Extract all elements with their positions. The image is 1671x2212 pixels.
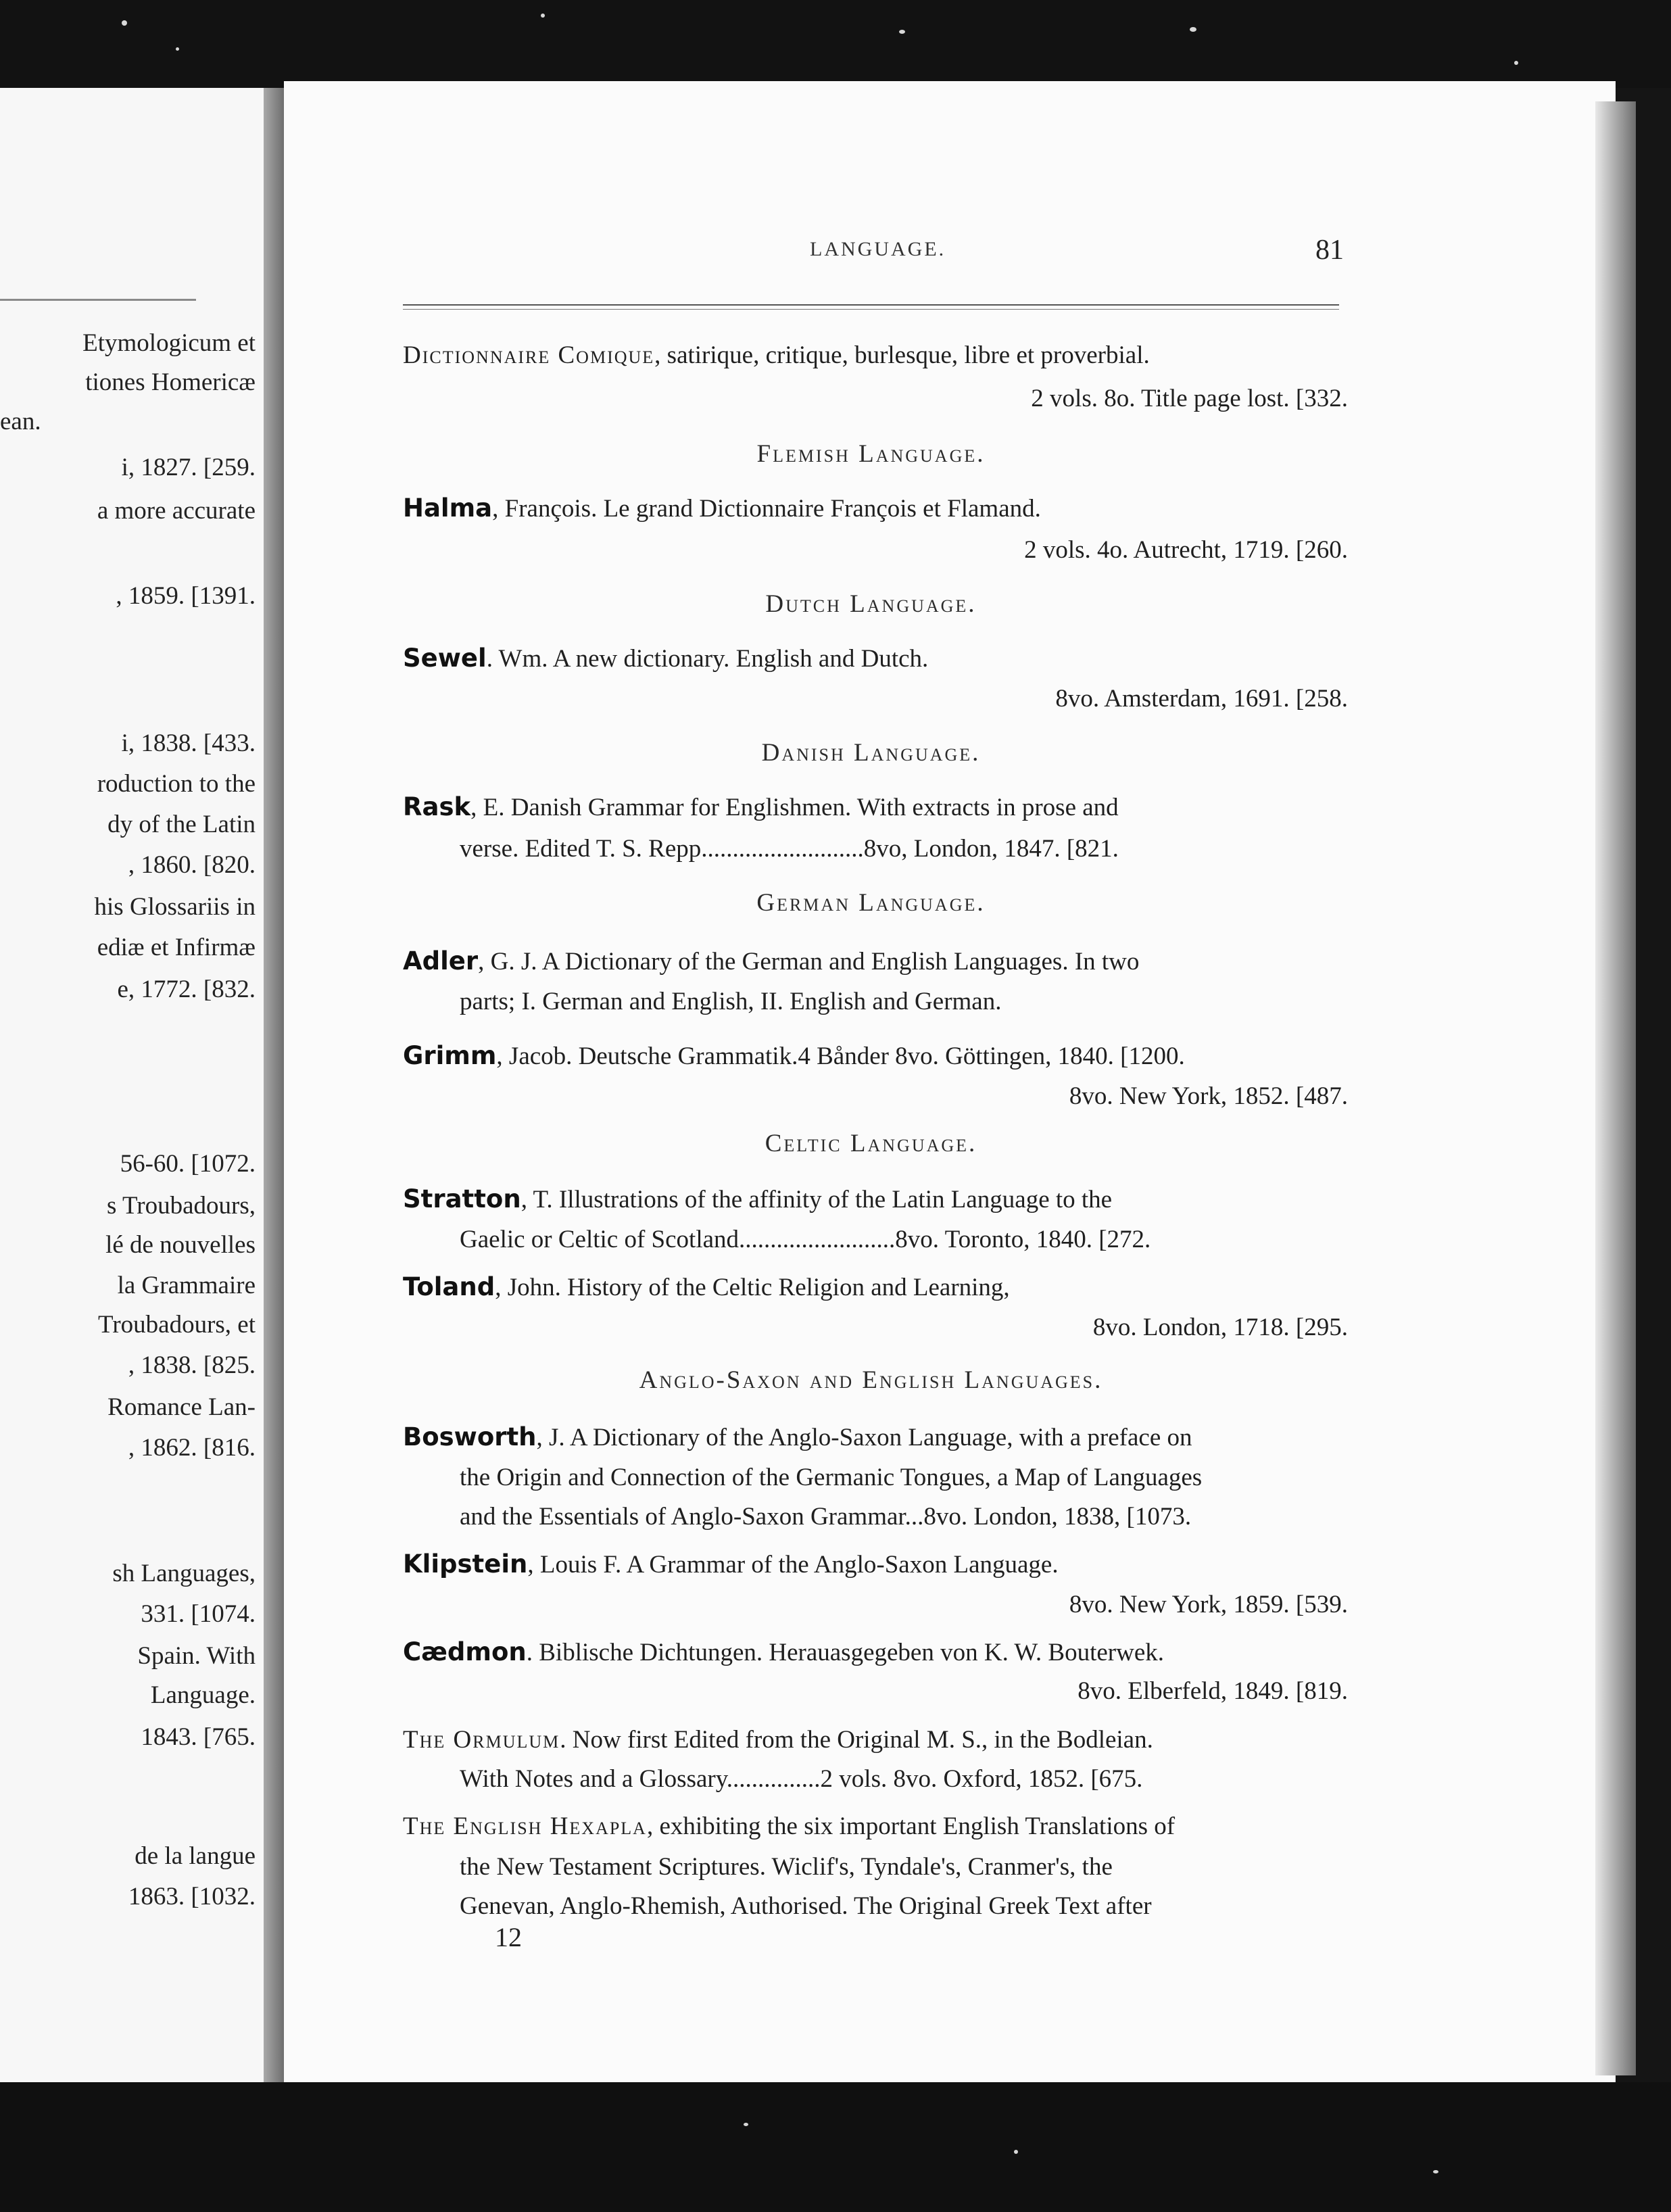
left-line: roduction to the: [97, 770, 256, 798]
left-line: 1843. [765.: [141, 1723, 256, 1751]
entry-bosworth: [403, 1422, 1192, 1452]
entry-author: Cædmon: [403, 1637, 527, 1666]
section-heading: Flemish Language.: [756, 440, 986, 468]
entry-text: , Louis F. A Grammar of the Anglo-Saxon Language.: [527, 1551, 1059, 1579]
left-line: Language.: [150, 1681, 256, 1709]
left-line: sh Languages,: [112, 1560, 256, 1587]
entry-text-cont: Genevan, Anglo-Rhemish, Authorised. The Original Greek Text after: [460, 1892, 1152, 1920]
entry-title: The English Hexapla: [403, 1812, 647, 1840]
facing-page-left: [0, 88, 264, 2082]
left-line: , 1862. [816.: [128, 1434, 256, 1462]
entry-adler: [403, 946, 1139, 976]
entry-sewel: [403, 644, 928, 673]
entry-text: , E. Danish Grammar for Englishmen. With extracts in prose and: [470, 794, 1119, 821]
left-line: , 1859. [1391.: [116, 582, 256, 610]
section-heading: Danish Language.: [761, 739, 981, 767]
section-heading: Anglo-Saxon and English Languages.: [639, 1366, 1103, 1394]
left-line: i, 1827. [259.: [121, 454, 256, 481]
left-line: s Troubadours,: [107, 1192, 256, 1220]
left-line: ean.: [0, 408, 41, 435]
entry-detail: 2 vols. 8o. Title page lost. [332.: [1031, 385, 1348, 412]
section-heading: German Language.: [756, 889, 986, 917]
left-line: Etymologicum et: [82, 329, 256, 357]
left-line: la Grammaire: [117, 1272, 256, 1299]
entry-halma: [403, 494, 1041, 523]
entry-author: Sewel: [403, 644, 487, 673]
entry-author: Stratton: [403, 1184, 521, 1213]
entry-detail: 8vo. New York, 1852. [487.: [1069, 1082, 1348, 1110]
entry-detail: 8vo. London, 1718. [295.: [1092, 1314, 1348, 1341]
left-line: Romance Lan-: [107, 1393, 256, 1421]
running-head: LANGUAGE.: [810, 238, 946, 260]
entry-toland: [403, 1272, 1010, 1302]
entry-rask: [403, 792, 1119, 822]
page-edge-shadow: [1595, 101, 1636, 2075]
left-line: , 1860. [820.: [128, 851, 256, 879]
entry-grimm: [403, 1041, 1185, 1071]
left-line: ediæ et Infirmæ: [97, 934, 256, 961]
scan-border-top: [0, 0, 1671, 88]
entry-text: , satirique, critique, burlesque, libre et proverbial.: [654, 341, 1150, 369]
left-line: lé de nouvelles: [105, 1231, 256, 1259]
entry-hexapla: [403, 1812, 1175, 1841]
head-rule: [403, 304, 1339, 310]
entry-text: , John. History of the Celtic Religion and Learning,: [495, 1274, 1010, 1301]
entry-text: , J. A Dictionary of the Anglo-Saxon Language, with a preface on: [536, 1424, 1192, 1451]
entry-text: , François. Le grand Dictionnaire François et Flamand.: [492, 495, 1041, 523]
left-line: tiones Homericæ: [85, 368, 256, 396]
entry-author: Bosworth: [403, 1422, 537, 1451]
left-line: Troubadours, et: [98, 1311, 256, 1339]
section-heading: Celtic Language.: [765, 1130, 977, 1157]
left-line: e, 1772. [832.: [117, 976, 256, 1003]
entry-text-cont: parts; I. German and English, II. English and German.: [460, 988, 1002, 1015]
entry-author: Grimm: [403, 1041, 497, 1070]
entry-stratton: [403, 1184, 1112, 1214]
entry-author: Toland: [403, 1272, 495, 1301]
entry-title: Dictionnaire Comique: [403, 341, 655, 369]
entry-author: Klipstein: [403, 1549, 528, 1579]
entry-detail: 8vo. Elberfeld, 1849. [819.: [1077, 1677, 1348, 1705]
left-line: 331. [1074.: [141, 1600, 256, 1628]
left-line: , 1838. [825.: [128, 1351, 256, 1379]
entry-text-cont: the New Testament Scriptures. Wiclif's, Tyndale's, Cranmer's, the: [460, 1853, 1113, 1881]
entry-text: . Now first Edited from the Original M. S., in the Bodleian.: [560, 1726, 1153, 1754]
page-gutter: [264, 88, 284, 2082]
left-line: de la langue: [135, 1842, 256, 1870]
entry-detail: 8vo. Amsterdam, 1691. [258.: [1055, 685, 1348, 713]
entry-text: . Biblische Dichtungen. Herauasgegeben von K. W. Bouterwek.: [526, 1639, 1165, 1666]
entry-text: , T. Illustrations of the affinity of the Latin Language to the: [520, 1186, 1113, 1213]
left-line: dy of the Latin: [107, 811, 256, 838]
entry-author: Halma: [403, 494, 493, 523]
entry-detail: 8vo. New York, 1859. [539.: [1069, 1591, 1348, 1618]
entry-text-cont: the Origin and Connection of the Germanic Tongues, a Map of Languages: [460, 1464, 1203, 1491]
entry-text-cont: Gaelic or Celtic of Scotland.........................8vo. Toronto, 1840. [272.: [460, 1226, 1151, 1253]
entry-klipstein: [403, 1549, 1059, 1579]
section-heading: Dutch Language.: [765, 590, 977, 618]
left-line: his Glossariis in: [94, 893, 256, 921]
entry-author: Rask: [403, 792, 471, 821]
entry-text: , Jacob. Deutsche Grammatik.4 Bånder 8vo. Göttingen, 1840. [1200.: [496, 1042, 1185, 1070]
left-line: a more accurate: [97, 497, 256, 525]
page-number: 81: [1315, 235, 1344, 266]
signature-mark: 12: [495, 1922, 522, 1952]
scan-border-bottom: [0, 2082, 1671, 2212]
entry-text-cont: verse. Edited T. S. Repp..........................8vo, London, 1847. [821.: [460, 835, 1119, 863]
entry-author: Adler: [403, 946, 479, 976]
entry-text: , exhibiting the six important English Translations of: [646, 1812, 1176, 1840]
left-line: 56-60. [1072.: [120, 1150, 256, 1178]
left-line: i, 1838. [433.: [121, 729, 256, 757]
left-line: Spain. With: [137, 1642, 256, 1670]
entry-detail: 2 vols. 4o. Autrecht, 1719. [260.: [1024, 536, 1348, 564]
entry-caedmon: [403, 1637, 1164, 1667]
left-head-rule: [0, 299, 196, 301]
entry-text: , G. J. A Dictionary of the German and English Languages. In two: [478, 948, 1140, 976]
entry-dictionnaire-comique: [403, 341, 1150, 370]
entry-title: The Ormulum: [403, 1726, 560, 1754]
entry-text-cont: and the Essentials of Anglo-Saxon Grammar...8vo. London, 1838, [1073.: [460, 1503, 1192, 1531]
entry-text-cont: With Notes and a Glossary...............2 vols. 8vo. Oxford, 1852. [675.: [460, 1765, 1143, 1793]
entry-ormulum: [403, 1725, 1153, 1754]
entry-text: . Wm. A new dictionary. English and Dutch.: [486, 645, 929, 673]
left-line: 1863. [1032.: [128, 1883, 256, 1910]
